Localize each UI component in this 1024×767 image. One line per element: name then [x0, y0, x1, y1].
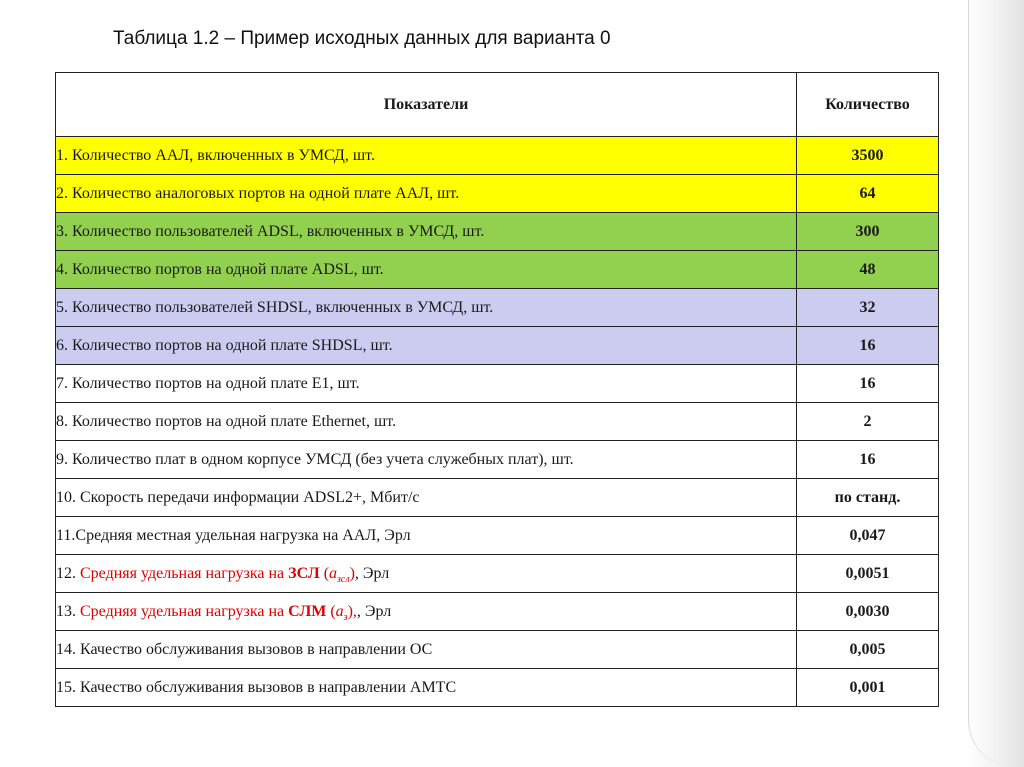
row-number: 12.: [56, 564, 80, 582]
row-value: 16: [797, 327, 939, 365]
table-row: [56, 327, 939, 365]
table-row: [56, 365, 939, 403]
row-value: 48: [797, 251, 939, 289]
row-label: 14. Качество обслуживания вызовов в направлении ОС: [56, 631, 797, 669]
row-variable: a: [335, 602, 344, 620]
table-row: [56, 175, 939, 213]
row-term: СЛМ: [288, 602, 327, 620]
table-row: [56, 555, 939, 593]
table-row: [56, 289, 939, 327]
row-label: [56, 593, 797, 631]
row-value: по станд.: [797, 479, 939, 517]
row-variable-subscript: зсл: [337, 573, 350, 585]
row-value: 300: [797, 213, 939, 251]
table-row: [56, 137, 939, 175]
row-label: 10. Скорость передачи информации ADSL2+, Мбит/с: [56, 479, 797, 517]
row-label: 3. Количество пользователей ADSL, включенных в УМСД, шт.: [56, 213, 797, 251]
row-variable-subscript: з: [343, 611, 348, 623]
row-value: 0,001: [797, 669, 939, 707]
row-text: Средняя удельная нагрузка на: [80, 602, 289, 620]
row-value: 16: [797, 365, 939, 403]
row-value: 2: [797, 403, 939, 441]
table-row: [56, 213, 939, 251]
row-number: 13.: [56, 602, 80, 620]
row-text: Средняя удельная нагрузка на: [80, 564, 289, 582]
row-label: 11.Средняя местная удельная нагрузка на ААЛ, Эрл: [56, 517, 797, 555]
table-header-row: [56, 73, 939, 137]
row-paren-close: ),: [347, 602, 357, 620]
row-value: 0,005: [797, 631, 939, 669]
header-indicators: Показатели: [56, 73, 797, 137]
row-value: 3500: [797, 137, 939, 175]
table-row: [56, 517, 939, 555]
row-term: ЗСЛ: [288, 564, 320, 582]
row-value: 64: [797, 175, 939, 213]
table-row: [56, 631, 939, 669]
row-label: 4. Количество портов на одной плате ADSL, шт.: [56, 251, 797, 289]
row-value: 0,0030: [797, 593, 939, 631]
row-variable: a: [329, 564, 338, 582]
page-curl-decoration: [968, 0, 1024, 767]
table-row: [56, 441, 939, 479]
row-label: 6. Количество портов на одной плате SHDSL, шт.: [56, 327, 797, 365]
row-value: 16: [797, 441, 939, 479]
table-row: [56, 479, 939, 517]
row-paren-close: ): [349, 564, 355, 582]
table-caption: Таблица 1.2 – Пример исходных данных для варианта 0: [113, 28, 611, 49]
source-data-table: [55, 72, 939, 707]
row-label: [56, 555, 797, 593]
row-label: 2. Количество аналоговых портов на одной плате ААЛ, шт.: [56, 175, 797, 213]
row-paren-open: (: [319, 564, 330, 582]
row-label: 7. Количество портов на одной плате E1, шт.: [56, 365, 797, 403]
row-label: 5. Количество пользователей SHDSL, включенных в УМСД, шт.: [56, 289, 797, 327]
row-label: 8. Количество портов на одной плате Ethernet, шт.: [56, 403, 797, 441]
row-unit: , Эрл: [354, 564, 390, 582]
table-row: [56, 669, 939, 707]
row-label: 15. Качество обслуживания вызовов в направлении АМТС: [56, 669, 797, 707]
row-value: 0,047: [797, 517, 939, 555]
header-quantity: Количество: [797, 73, 939, 137]
row-paren-open: (: [326, 602, 336, 620]
row-label: 9. Количество плат в одном корпусе УМСД (без учета служебных плат), шт.: [56, 441, 797, 479]
table-row: [56, 593, 939, 631]
row-value: 0,0051: [797, 555, 939, 593]
table-row: [56, 403, 939, 441]
table-row: [56, 251, 939, 289]
row-unit: , Эрл: [356, 602, 392, 620]
row-value: 32: [797, 289, 939, 327]
row-label: 1. Количество ААЛ, включенных в УМСД, шт.: [56, 137, 797, 175]
